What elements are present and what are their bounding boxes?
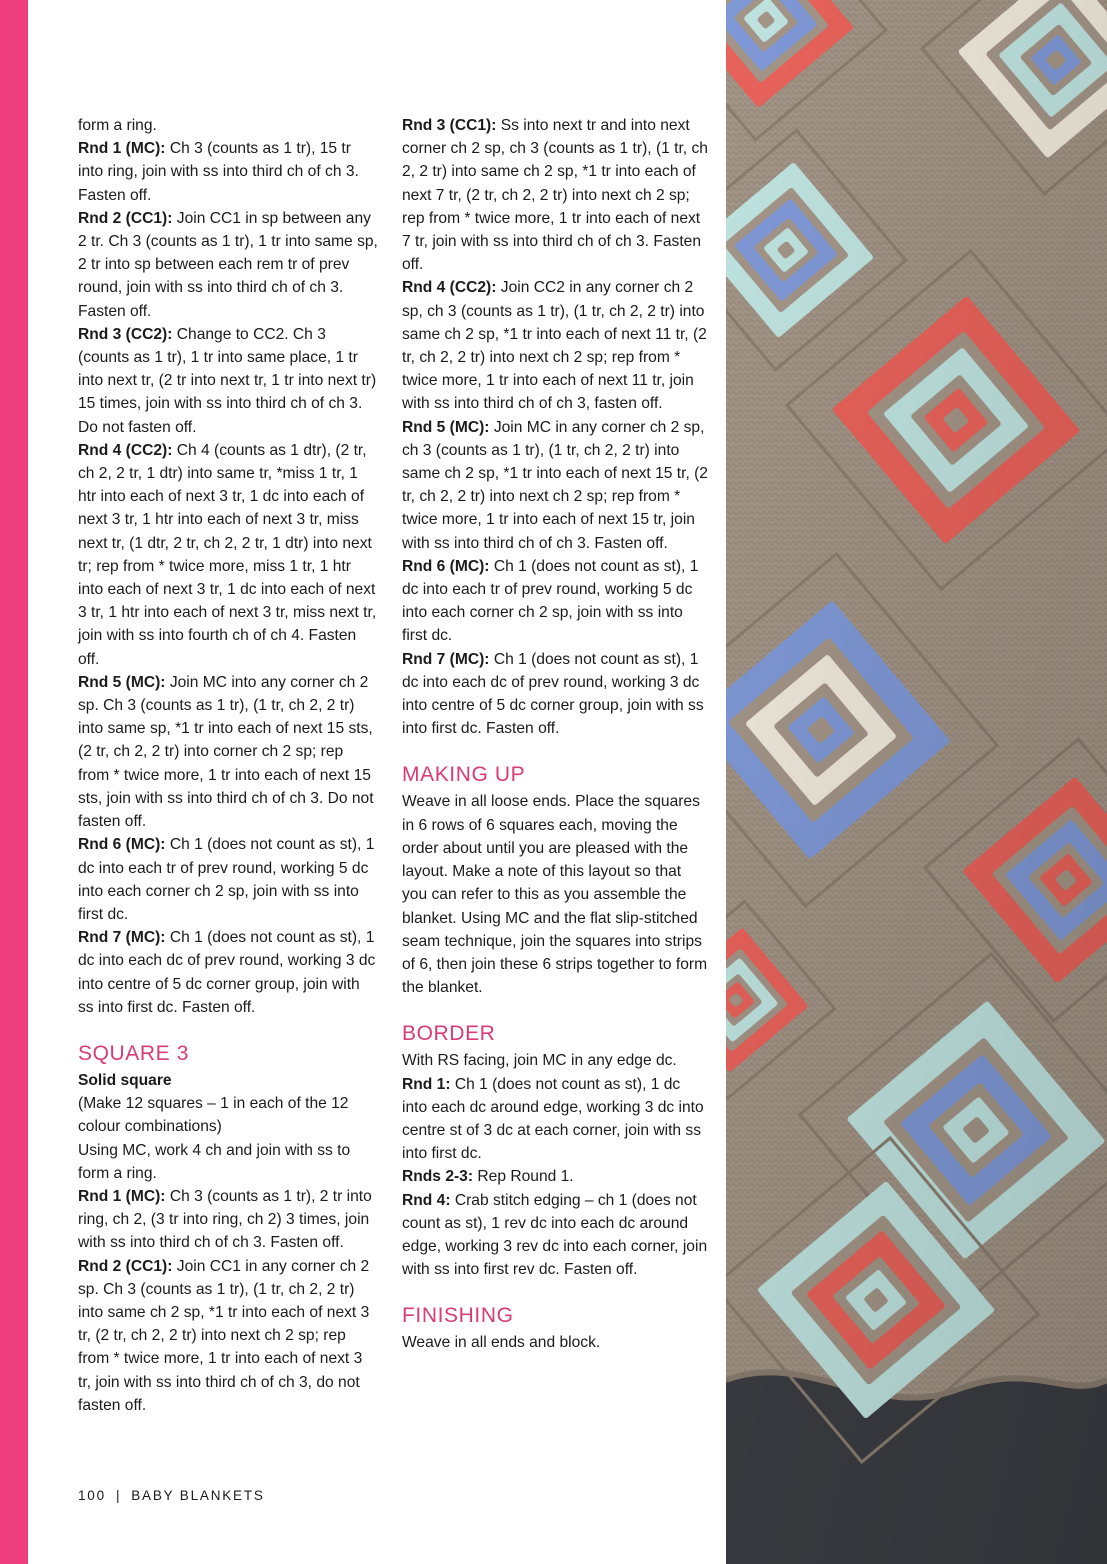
step-text: (Make 12 squares – 1 in each of the 12 colour combinations) xyxy=(78,1095,349,1136)
step-text: Join CC1 in sp between any 2 tr. Ch 3 (counts as 1 tr), 1 tr into same sp, 2 tr into sp between each rem tr of prev round, join with ss into third ch of ch 3. Fasten off. xyxy=(78,209,378,320)
pattern-step xyxy=(402,276,708,415)
pattern-step xyxy=(402,648,708,741)
step-label: Rnd 1 (MC): xyxy=(78,1187,166,1205)
pattern-step xyxy=(78,671,378,833)
step-label: Rnd 1: xyxy=(402,1075,451,1093)
pattern-step xyxy=(402,416,708,555)
pattern-step xyxy=(78,114,378,137)
step-label: Rnd 7 (MC): xyxy=(402,650,490,668)
pattern-step xyxy=(402,1165,708,1188)
blanket-photo xyxy=(726,0,1107,1564)
pattern-step xyxy=(78,1092,378,1138)
pattern-step xyxy=(78,926,378,1019)
footer-separator: | xyxy=(115,1488,122,1503)
step-label: Rnd 6 (MC): xyxy=(78,836,166,854)
pattern-step xyxy=(402,1049,708,1072)
step-text: Ch 1 (does not count as st), 1 dc into each dc of prev round, working 3 dc into centre of 5 dc corner group, join with ss into first dc. Fasten off. xyxy=(402,650,704,738)
heading-making-up: MAKING UP xyxy=(402,763,526,787)
step-text: form a ring. xyxy=(78,117,157,134)
pattern-step xyxy=(402,1189,708,1282)
square-3-steps xyxy=(78,1092,378,1417)
heading-finishing: FINISHING xyxy=(402,1304,514,1328)
pattern-step xyxy=(402,1073,708,1166)
pattern-step xyxy=(78,1185,378,1255)
border-steps xyxy=(402,1049,708,1281)
pattern-step xyxy=(78,1139,378,1185)
making-up-text: Weave in all loose ends. Place the squares in 6 rows of 6 squares each, moving the order about until you are pleased with the layout. Make a note of this layout so that you can refer to this as you assemble the blanket. Using MC and the flat slip-stitched seam technique, join the squares into strips of 6, then join these 6 strips together to form the blanket. xyxy=(402,793,708,997)
pattern-step xyxy=(402,114,708,276)
pattern-step xyxy=(402,555,708,648)
pattern-step xyxy=(78,323,378,439)
step-label: Rnd 3 (CC1): xyxy=(402,117,497,134)
step-text: Join MC into any corner ch 2 sp. Ch 3 (counts as 1 tr), (1 tr, ch 2, 2 tr) into same sp, *1 tr into each of next 15 sts, (2 tr, ch 2, 2 tr) into corner ch 2 sp; rep from * twice more, 1 tr into each of next 15 sts, join with ss into third ch of ch 3. Do not fasten off. xyxy=(78,673,374,831)
right-column xyxy=(402,114,708,1355)
step-text: Using MC, work 4 ch and join with ss to form a ring. xyxy=(78,1141,351,1182)
step-label: Rnds 2-3: xyxy=(402,1168,474,1186)
step-text: Ch 3 (counts as 1 tr), 15 tr into ring, join with ss into third ch of ch 3. Fasten off. xyxy=(78,140,359,204)
step-label: Rnd 2 (CC1): xyxy=(78,209,173,227)
heading-square-3: SQUARE 3 xyxy=(78,1041,189,1065)
pattern-steps-continued xyxy=(78,114,378,1019)
square-3-steps-continued xyxy=(402,114,708,740)
step-text: With RS facing, join MC in any edge dc. xyxy=(402,1052,677,1070)
step-text: Rep Round 1. xyxy=(473,1168,574,1186)
step-label: Rnd 5 (MC): xyxy=(402,418,490,436)
step-label: Rnd 2 (CC1): xyxy=(78,1257,173,1275)
pattern-step xyxy=(78,1255,378,1417)
pattern-step xyxy=(78,137,378,207)
step-label: Rnd 4: xyxy=(402,1191,451,1209)
step-label: Rnd 1 (MC): xyxy=(78,140,166,158)
blanket-illustration xyxy=(726,0,1107,1564)
pattern-step xyxy=(78,439,378,671)
step-label: Rnd 5 (MC): xyxy=(78,673,166,691)
step-text: Join CC1 in any corner ch 2 sp. Ch 3 (counts as 1 tr), (1 tr, ch 2, 2 tr) into same ch 2 sp, *1 tr into each of next 3 tr, (2 tr, ch 2, 2 tr) into next ch 2 sp; rep from * twice more, 1 tr into each of next 3 tr, join with ss into third ch of ch 3, do not fasten off. xyxy=(78,1257,370,1414)
step-label: Rnd 4 (CC2): xyxy=(78,441,173,459)
page-number: 100 xyxy=(78,1488,106,1503)
page-footer xyxy=(78,1488,265,1503)
heading-border: BORDER xyxy=(402,1022,496,1046)
step-text: Ch 3 (counts as 1 tr), 2 tr into ring, ch 2, (3 tr into ring, ch 2) 3 times, join with ss into third ch of ch 3. Fasten off. xyxy=(78,1187,372,1252)
step-text: Join MC in any corner ch 2 sp, ch 3 (counts as 1 tr), (1 tr, ch 2, 2 tr) into same ch 2 sp, *1 tr into each of next 15 tr, (2 tr, ch 2, 2 tr) into next ch 2 sp; rep from * twice more, 1 tr into each of next 15 tr, join with ss into third ch of ch 3. Fasten off. xyxy=(402,418,708,552)
step-label: Rnd 6 (MC): xyxy=(402,557,490,575)
finishing-text: Weave in all ends and block. xyxy=(402,1334,601,1352)
step-text: Ch 1 (does not count as st), 1 dc into each tr of prev round, working 5 dc into each corner ch 2 sp, join with ss into first dc. xyxy=(402,557,699,645)
step-text: Crab stitch edging – ch 1 (does not count as st), 1 rev dc into each dc around edge, working 3 rev dc into each corner, join with ss into first rev dc. Fasten off. xyxy=(402,1191,708,1279)
step-text: Ch 1 (does not count as st), 1 dc into each dc of prev round, working 3 dc into centre of 5 dc corner group, join with ss into first dc. Fasten off. xyxy=(78,929,376,1016)
accent-edge-bar xyxy=(0,0,28,1564)
step-label: Rnd 3 (CC2): xyxy=(78,325,173,343)
background-fabric xyxy=(726,1372,1107,1564)
left-column xyxy=(78,114,378,1417)
step-label: Rnd 7 (MC): xyxy=(78,929,166,947)
step-text: Ch 1 (does not count as st), 1 dc into each tr of prev round, working 5 dc into each corner ch 2 sp, join with ss into first dc. xyxy=(78,836,375,923)
step-text: Join CC2 in any corner ch 2 sp, ch 3 (counts as 1 tr), (1 tr, ch 2, 2 tr) into same ch 2 sp, *1 tr into each of next 11 tr, (2 tr, ch 2, 2 tr) into next ch 2 sp; rep from * twice more, 1 tr into each of next 11 tr, join with ss into third ch of ch 3, fasten off. xyxy=(402,279,707,413)
step-text: Ch 4 (counts as 1 dtr), (2 tr, ch 2, 2 tr, 1 dtr) into same tr, *miss 1 tr, 1 htr into each of next 3 tr, 1 dc into each of next 3 tr, 1 htr into each of next 3 tr, miss next tr, (1 dtr, 2 tr, ch 2, 2 tr, 1 dtr) into next tr; rep from * twice more, miss 1 tr, 1 htr into each of next 3 tr, 1 dc into each of next 3 tr, 1 htr into each of next 3 tr, miss next tr, join with ss into fourth ch of ch 4. Fasten off. xyxy=(78,441,377,668)
step-text: Ch 1 (does not count as st), 1 dc into each dc around edge, working 3 dc into centre st of 3 dc at each corner, join with ss into first dc. xyxy=(402,1075,704,1163)
subheading-solid-square: Solid square xyxy=(78,1071,172,1089)
step-label: Rnd 4 (CC2): xyxy=(402,279,497,297)
footer-section: BABY BLANKETS xyxy=(131,1488,265,1503)
pattern-step xyxy=(78,833,378,926)
pattern-step xyxy=(78,207,378,323)
step-text: Ss into next tr and into next corner ch 2 sp, ch 3 (counts as 1 tr), (1 tr, ch 2, 2 tr) into same ch 2 sp, *1 tr into each of next 7 tr, (2 tr, ch 2, 2 tr) into next ch 2 sp; rep from * twice more, 1 tr into each of next 7 tr, join with ss into third ch of ch 3. Fasten off. xyxy=(402,117,708,274)
step-text: Change to CC2. Ch 3 (counts as 1 tr), 1 tr into same place, 1 tr into next tr, (2 tr into next tr, 1 tr into next tr) 15 times, join with ss into third ch of ch 3. Do not fasten off. xyxy=(78,325,377,436)
